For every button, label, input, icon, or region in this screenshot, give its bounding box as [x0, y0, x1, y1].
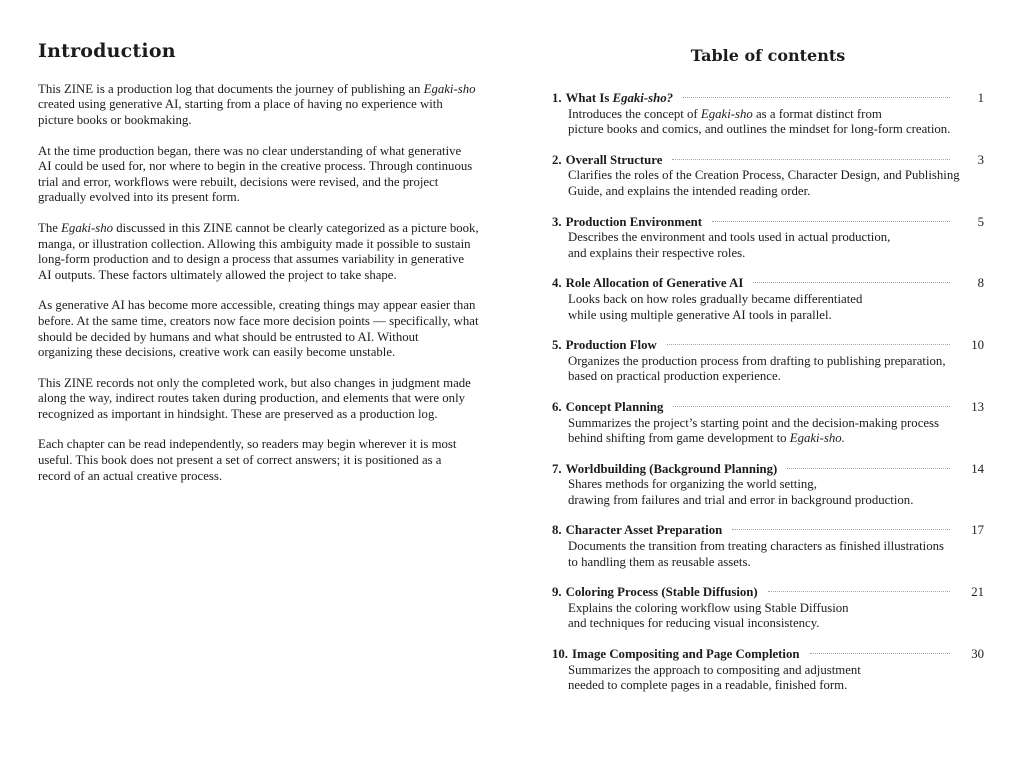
- toc-entry: [552, 91, 984, 138]
- toc-page-number: 8: [977, 276, 984, 291]
- toc-entry-description: Describes the environment and tools used in actual production, and explains their respective roles.: [568, 230, 891, 260]
- toc-entry-number: 2.: [552, 152, 562, 167]
- intro-heading: Introduction: [38, 40, 176, 62]
- intro-paragraph: This ZINE is a production log that documents the journey of publishing an Egaki-sho created using generative AI, starting from a place of having no experience with picture books or bookmaking.: [38, 81, 476, 127]
- toc-entry-title: Production Environment: [565, 214, 703, 229]
- toc-page-number: 5: [977, 214, 984, 229]
- toc-entry-description: Summarizes the project’s starting point and the decision-making process behind shifting from game development to Egaki-sho.: [568, 415, 940, 446]
- intro-paragraph: The Egaki-sho discussed in this ZINE cannot be clearly categorized as a picture book, manga, or illustration collection. Allowing this ambiguity made it possible to sustain long-form production and to design a process that assumes variability in generative AI outputs. These factors ultimately allowed the project to take shape.: [38, 220, 479, 282]
- toc-entry-row: [552, 338, 984, 354]
- intro-page: [38, 40, 543, 499]
- toc-entry-title: Coloring Process (Stable Diffusion): [565, 585, 758, 600]
- toc-entry: [552, 276, 984, 323]
- toc-entry-number: 3.: [552, 214, 562, 229]
- intro-body: [38, 82, 543, 484]
- toc-entry: [552, 462, 984, 509]
- toc-entry: [552, 153, 984, 200]
- toc-entry-number: 8.: [552, 523, 562, 538]
- dotted-leader: [672, 159, 950, 160]
- toc-entry: [552, 338, 984, 385]
- toc-entry-title: Role Allocation of Generative AI: [565, 276, 744, 291]
- toc-entry-row: [552, 91, 984, 107]
- dotted-leader: [673, 406, 950, 407]
- toc-entry-title: Character Asset Preparation: [565, 523, 723, 538]
- dotted-leader: [683, 97, 950, 98]
- dotted-leader: [712, 221, 950, 222]
- toc-entry: [552, 215, 984, 262]
- toc-page-number: 3: [977, 152, 984, 167]
- toc-entry-description: Organizes the production process from drafting to publishing preparation, based on practical production experience.: [568, 353, 946, 384]
- toc-entry-description: Looks back on how roles gradually became differentiated while using multiple generative AI tools in parallel.: [568, 291, 863, 322]
- toc-heading: Table of contents: [690, 46, 846, 65]
- toc-entry-row: [552, 647, 984, 663]
- intro-paragraph: Each chapter can be read independently, so readers may begin wherever it is most useful. This book does not present a set of correct answers; it is positioned as a record of an actual creative process.: [38, 437, 457, 483]
- toc-entry-title: Overall Structure: [565, 152, 663, 167]
- toc-entry-title: What Is Egaki-sho?: [565, 91, 673, 105]
- toc-entry-title: Worldbuilding (Background Planning): [565, 461, 778, 476]
- toc-entry: [552, 647, 984, 694]
- toc-entry-number: 7.: [552, 461, 562, 476]
- intro-paragraph: At the time production began, there was no clear understanding of what generative AI could be used for, nor where to begin in the creative process. Through continuous trial and error, workflows were rebuilt, decisions were revised, and the project gradually evolved into its present form.: [38, 143, 473, 205]
- toc-page: [552, 46, 984, 709]
- toc-entry-description: Shares methods for organizing the world setting, drawing from failures and trial and error in background production.: [568, 477, 914, 507]
- toc-entry: [552, 585, 984, 632]
- toc-entry-number: 9.: [552, 585, 562, 600]
- toc-entry-number: 10.: [552, 647, 568, 662]
- toc-entry-row: [552, 462, 984, 478]
- toc-entry-row: [552, 523, 984, 539]
- toc-entry-title: Concept Planning: [565, 399, 664, 414]
- dotted-leader: [753, 282, 950, 283]
- toc-entry-description: Documents the transition from treating characters as finished illustrations to handling them as reusable assets.: [568, 539, 944, 569]
- toc-page-number: 17: [971, 523, 984, 538]
- toc-page-number: 13: [971, 399, 984, 414]
- toc-page-number: 14: [971, 461, 984, 476]
- toc-entry-row: [552, 276, 984, 292]
- dotted-leader: [768, 591, 950, 592]
- toc-page-number: 21: [971, 585, 984, 600]
- dotted-leader: [667, 344, 950, 345]
- toc-page-number: 10: [971, 338, 984, 353]
- toc-entry-description: Introduces the concept of Egaki-sho as a format distinct from picture books and comics, and outlines the mindset for long-form creation.: [568, 106, 951, 137]
- toc-entry-row: [552, 585, 984, 601]
- toc-entry-description: Clarifies the roles of the Creation Process, Character Design, and Publishing Guide, and explains the intended reading order.: [568, 168, 960, 198]
- dotted-leader: [787, 468, 950, 469]
- toc-entry: [552, 523, 984, 570]
- toc-entry-title: Production Flow: [565, 338, 657, 353]
- toc-entry-number: 5.: [552, 338, 562, 353]
- toc-entry-description: Explains the coloring workflow using Stable Diffusion and techniques for reducing visual inconsistency.: [568, 600, 849, 631]
- toc-entry-number: 4.: [552, 276, 562, 291]
- dotted-leader: [732, 529, 950, 530]
- toc-entry-description: Summarizes the approach to compositing and adjustment needed to complete pages in a readable, finished form.: [568, 662, 861, 693]
- toc-entry: [552, 400, 984, 447]
- toc-entry-number: 6.: [552, 399, 562, 414]
- intro-paragraph: This ZINE records not only the completed work, but also changes in judgment made along the way, indirect routes taken during production, and elements that were only recognized as important in hindsight. These are preserved as a production log.: [38, 375, 471, 421]
- toc-list: [552, 91, 984, 694]
- toc-entry-title: Image Compositing and Page Completion: [572, 647, 800, 662]
- toc-entry-row: [552, 153, 984, 169]
- toc-page-number: 30: [971, 647, 984, 662]
- toc-entry-row: [552, 215, 984, 231]
- dotted-leader: [810, 653, 950, 654]
- toc-entry-number: 1.: [552, 91, 562, 105]
- toc-entry-row: [552, 400, 984, 416]
- toc-page-number: 1: [977, 91, 984, 105]
- intro-paragraph: As generative AI has become more accessible, creating things may appear easier than before. At the same time, creators now face more decision points — specifically, what should be decided by humans and what should be entrusted to AI. Without organizing these decisions, creative work can easily become unstable.: [38, 298, 479, 360]
